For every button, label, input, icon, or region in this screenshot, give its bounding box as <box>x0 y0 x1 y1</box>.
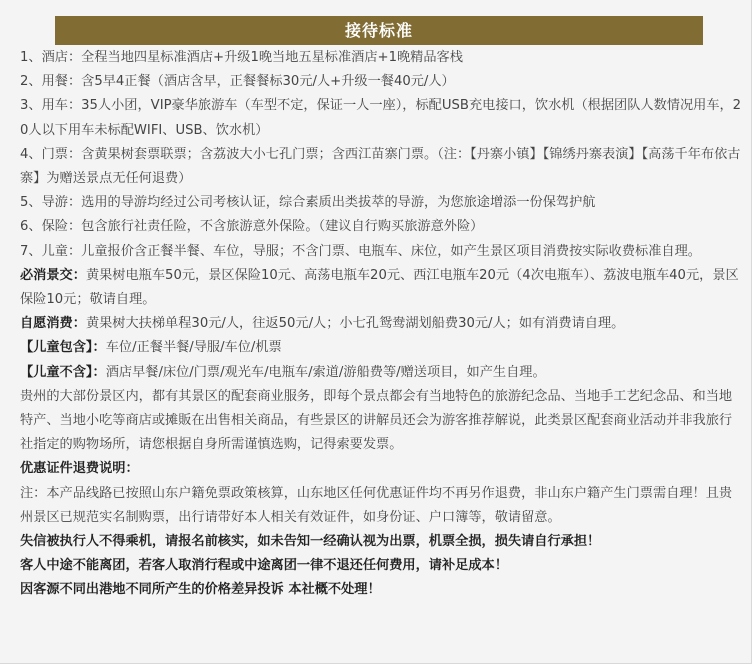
discount-heading: 优惠证件退费说明： <box>20 461 139 477</box>
mandatory-fees-text: 黄果树电瓶车50元，景区保险10元、高荡电瓶车20元、西江电瓶车20元（4次电瓶车）、荔波电瓶车40元，景区保险10元；敬请自理。 <box>20 267 739 308</box>
mandatory-fees <box>20 264 742 312</box>
section-title: 接待标准 <box>55 16 703 45</box>
child-included-text: 车位/正餐半餐/导服/车位/机票 <box>105 340 282 356</box>
warning-leave-group: 客人中途不能离团，若客人取消行程或中途离团一律不退还任何费用，请补足成本！ <box>20 558 508 574</box>
item-guide: 5、导游：选用的导游均经过公司考核认证，综合素质出类拔萃的导游，为您旅途增添一份保驾护航 <box>20 195 596 211</box>
child-included <box>20 336 742 360</box>
item-tickets: 4、门票：含黄果树套票联票；含荔波大小七孔门票；含西江苗寨门票。（注：【丹寨小镇】【锦绣丹寨表演】【高荡千年布依古寨】为赠送景点无任何退费） <box>20 146 741 187</box>
item-insurance: 6、保险：包含旅行社责任险，不含旅游意外保险。（建议自行购买旅游意外险） <box>20 219 484 235</box>
warning-credit: 失信被执行人不得乘机，请报名前核实，如未告知一经确认视为出票，机票全损，损失请自行承担！ <box>20 534 601 550</box>
child-excluded-text: 酒店早餐/床位/门票/观光车/电瓶车/索道/游船费等/赠送项目，如产生自理。 <box>105 364 546 380</box>
child-included-label: 【儿童包含】： <box>20 340 106 356</box>
discount-text: 注：本产品线路已按照山东户籍免票政策核算，山东地区任何优惠证件均不再另作退费，非山东户籍产生门票需自理！且贵州景区已规范实名制购票，出行请带好本人相关有效证件，如身份证、户口簿等，敬请留意。 <box>20 485 733 525</box>
child-excluded-label: 【儿童不含】： <box>20 364 106 380</box>
shopping-note: 贵州的大部份景区内，都有其景区的配套商业服务，即每个景点都会有当地特色的旅游纪念品、当地手工艺纪念品、和当地特产、当地小吃等商店或摊販在出售相关商品，有些景区的讲解员还会为游客推荐解说，此类景区配套商业活动并非我旅行社指定的购物场所，请您根据自身所需谨慎选购，记得索要发票。 <box>20 388 733 453</box>
mandatory-fees-label: 必消景交： <box>20 267 86 283</box>
voluntary-fees-label: 自愿消费： <box>20 316 86 332</box>
child-excluded <box>20 361 742 385</box>
item-meals: 2、用餐：含5早4正餐（酒店含早，正餐餐标30元/人+升级一餐40元/人） <box>20 74 455 90</box>
item-children: 7、儿童：儿童报价含正餐半餐、车位，导服；不含门票、电瓶车、床位，如产生景区项目消费按实际收费标准自理。 <box>20 243 701 259</box>
warning-price-difference: 因客源不同出港地不同所产生的价格差异投诉 本社概不处理！ <box>20 582 381 598</box>
standards-content <box>20 46 742 603</box>
item-vehicle: 3、用车：35人小团，VIP豪华旅游车（车型不定，保证一人一座），标配USB充电接口，饮水机（根据团队人数情况用车，20人以下用车未标配WIFI、USB、饮水机） <box>20 98 742 138</box>
item-hotel: 1、酒店：全程当地四星标准酒店+升级1晚当地五星标准酒店+1晚精品客栈 <box>20 50 463 65</box>
voluntary-fees-text: 黄果树大扶梯单程30元/人，往返50元/人；小七孔鸳鸯湖划船费30元/人；如有消费请自理。 <box>85 316 625 332</box>
voluntary-fees <box>20 312 742 336</box>
